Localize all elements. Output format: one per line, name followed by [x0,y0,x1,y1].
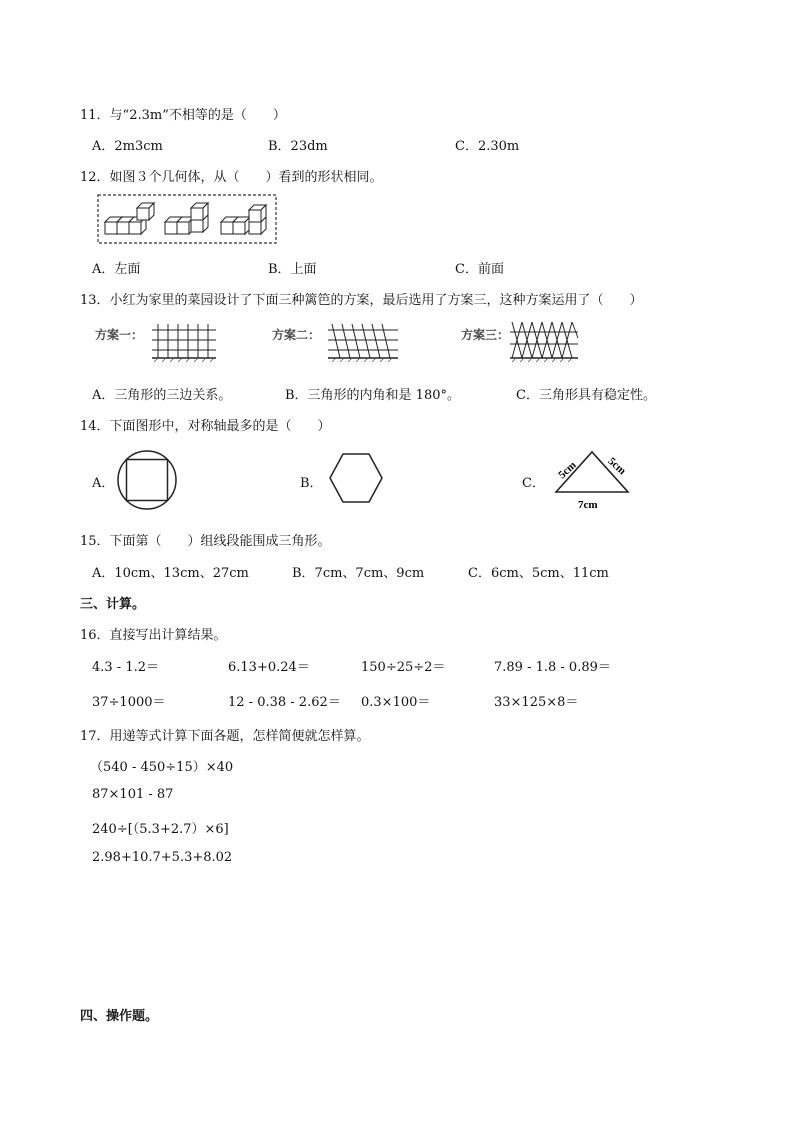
q17-item-2: 87×101 - 87 [92,787,174,802]
q14-option-b: B． [300,476,323,491]
q11-option-c: C．2.30m [455,139,520,154]
q15-stem: 15．下面第（ ）组线段能围成三角形。 [80,534,331,549]
q16-stem: 16．直接写出计算结果。 [80,628,227,643]
q13-option-b: B．三角形的内角和是 180°。 [285,388,460,403]
triangle-left-side-label: 5cm [556,459,579,482]
q12-option-b: B．上面 [268,262,317,277]
fence-plan-1 [150,322,220,364]
q15-option-a: A．10cm、13cm、27cm [92,566,249,581]
q16-r2-c4: 33×125×8＝ [494,695,579,710]
q16-r1-c4: 7.89 - 1.8 - 0.89＝ [494,660,611,675]
triangle-right-side-label: 5cm [605,455,629,478]
q17-item-1: （540 - 450÷15）×40 [90,760,234,775]
section-4-title: 四、操作题。 [80,1009,159,1024]
q16-r1-c3: 150÷25÷2＝ [361,660,446,675]
q11-option-a: A．2m3cm [92,139,163,154]
q17-stem: 17．用递等式计算下面各题，怎样简便就怎样算。 [80,729,370,744]
q12-option-c: C．前面 [455,262,504,277]
q16-r2-c3: 0.3×100＝ [361,695,431,710]
q11-stem: 11．与“2.3m”不相等的是（ ） [80,108,286,123]
q11-option-b: B．23dm [268,139,328,154]
q17-item-3: 240÷[（5.3+2.7）×6] [92,822,229,837]
q14-option-a: A． [92,476,115,491]
q14-stem: 14．下面图形中，对称轴最多的是（ ） [80,419,331,434]
q14-option-c: C． [522,476,545,491]
q16-r2-c1: 37÷1000＝ [92,695,166,710]
q12-stem: 12．如图３个几何体，从（ ）看到的形状相同。 [80,170,383,185]
fence-plan-3 [508,320,582,364]
circle-square-figure [116,449,178,511]
hexagon-figure [328,452,384,504]
triangle-base-label: 7cm [578,499,598,511]
section-3-title: 三、计算。 [80,597,146,612]
q17-item-4: 2.98+10.7+5.3+8.02 [92,850,233,865]
q16-r1-c2: 6.13+0.24＝ [228,660,310,675]
q13-stem: 13．小红为家里的菜园设计了下面三种篱笆的方案，最后选用了方案三，这种方案运用了（ ） [80,293,643,308]
q13-option-c: C．三角形具有稳定性。 [516,388,656,403]
q12-option-a: A．左面 [92,262,141,277]
triangle-figure [544,446,636,514]
q15-option-c: C．6cm、5cm、11cm [468,566,609,581]
q15-option-b: B．7cm、7cm、9cm [292,566,425,581]
fence-plan-2 [326,322,404,364]
cubes-figure [97,194,277,244]
q16-r2-c2: 12 - 0.38 - 2.62＝ [228,695,341,710]
q13-option-a: A．三角形的三边关系。 [92,388,232,403]
plan-3-label: 方案三： [461,328,510,342]
plan-1-label: 方案一： [95,328,144,342]
plan-2-label: 方案二： [272,328,321,342]
q16-r1-c1: 4.3 - 1.2＝ [92,660,160,675]
